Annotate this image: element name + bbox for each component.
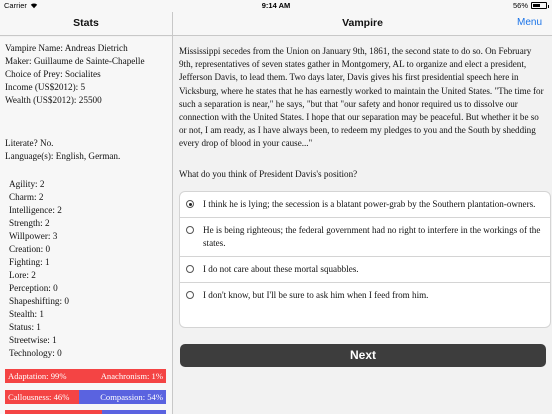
- attribute-item: Strength: 2: [9, 218, 50, 228]
- radio-button[interactable]: [186, 200, 194, 208]
- choice-label: I do not care about these mortal squabbles.: [203, 264, 359, 274]
- info-line: Vampire Name: Andreas Dietrich: [5, 43, 128, 53]
- attribute-item: Perception: 0: [9, 283, 58, 293]
- choice-option-1[interactable]: [180, 192, 550, 218]
- languages-line: Language(s): English, German.: [5, 151, 121, 161]
- bar-left-segment: Adaptation: 99%: [5, 369, 166, 383]
- attribute-item: Shapeshifting: 0: [9, 296, 69, 306]
- choice-option-3[interactable]: [180, 257, 550, 283]
- battery-percent: 56%: [512, 1, 528, 10]
- main-nav-bar: [173, 12, 552, 36]
- radio-button[interactable]: [186, 265, 194, 273]
- status-bar: [0, 0, 552, 12]
- clock: 9:14 AM: [261, 1, 291, 10]
- attribute-item: Agility: 2: [9, 179, 45, 189]
- menu-button[interactable]: Menu: [516, 17, 542, 28]
- choice-label: I don't know, but I'll be sure to ask him when I feed from him.: [203, 290, 429, 300]
- attribute-list: [9, 178, 69, 360]
- character-info: [5, 42, 145, 107]
- choice-label: I think he is lying; the secession is a blatant power-grab by the Southern plantation-owners.: [203, 199, 536, 209]
- page-title: Vampire: [342, 17, 383, 29]
- battery-icon: [531, 2, 547, 9]
- choice-list: [179, 191, 551, 328]
- info-line: Maker: Guillaume de Sainte-Chapelle: [5, 56, 145, 66]
- bar-right-segment: [102, 410, 166, 414]
- story-pane[interactable]: [173, 37, 552, 414]
- carrier-label: Carrier: [4, 1, 27, 10]
- opposed-stat-bar: [5, 369, 166, 383]
- literate-line: Literate? No.: [5, 138, 54, 148]
- bar-left-segment: [5, 410, 102, 414]
- attribute-item: Stealth: 1: [9, 309, 44, 319]
- attribute-item: Status: 1: [9, 322, 41, 332]
- attribute-item: Technology: 0: [9, 348, 62, 358]
- opposed-stat-bar: [5, 410, 166, 414]
- info-line: Income (US$2012): 5: [5, 82, 86, 92]
- attribute-item: Charm: 2: [9, 192, 44, 202]
- bar-right-segment: Anachronism: 1%: [100, 371, 163, 381]
- stats-nav-bar: [0, 12, 172, 36]
- bar-left-segment: Callousness: 46%: [5, 390, 79, 404]
- attribute-item: Willpower: 3: [9, 231, 58, 241]
- info-line: Choice of Prey: Socialites: [5, 69, 101, 79]
- choice-option-4[interactable]: [180, 283, 550, 308]
- radio-button[interactable]: [186, 226, 194, 234]
- opposed-stat-bar: [5, 390, 166, 404]
- question-text: What do you think of President Davis's position?: [179, 169, 358, 179]
- choice-label: He is being righteous; the federal government had no right to interfere in the workings of the states.: [203, 225, 541, 248]
- next-button[interactable]: Next: [180, 344, 546, 367]
- stats-title: Stats: [73, 17, 99, 29]
- choice-option-2[interactable]: [180, 218, 550, 257]
- info-line: Wealth (US$2012): 25500: [5, 95, 102, 105]
- attribute-item: Intelligence: 2: [9, 205, 62, 215]
- stats-pane[interactable]: [0, 37, 172, 414]
- attribute-item: Lore: 2: [9, 270, 36, 280]
- attribute-item: Streetwise: 1: [9, 335, 57, 345]
- literacy-info: [5, 137, 120, 163]
- story-text: Mississippi secedes from the Union on January 9th, 1861, the second state to do so. On February 9th, representatives of seven states gather in Montgomery, AL to organize and elect a president, Jefferson Davis, to lead them. Two days later, Davis gives his first presidential speech here in Vicksburg, where he states that he has earnestly worked to maintain the United States. "The time for such a separation is near," he says, "but that "our safety and honor required us to dissolve our connection with the United States. I hope that our separation may be peaceful. But whether it be so or not, I am ready, as I have always been, to redeem my pledges to you and the South by shedding every drop of blood in your cause...": [179, 46, 544, 149]
- bar-right-segment: Compassion: 54%: [79, 390, 166, 404]
- radio-button[interactable]: [186, 291, 194, 299]
- attribute-item: Fighting: 1: [9, 257, 50, 267]
- attribute-item: Creation: 0: [9, 244, 51, 254]
